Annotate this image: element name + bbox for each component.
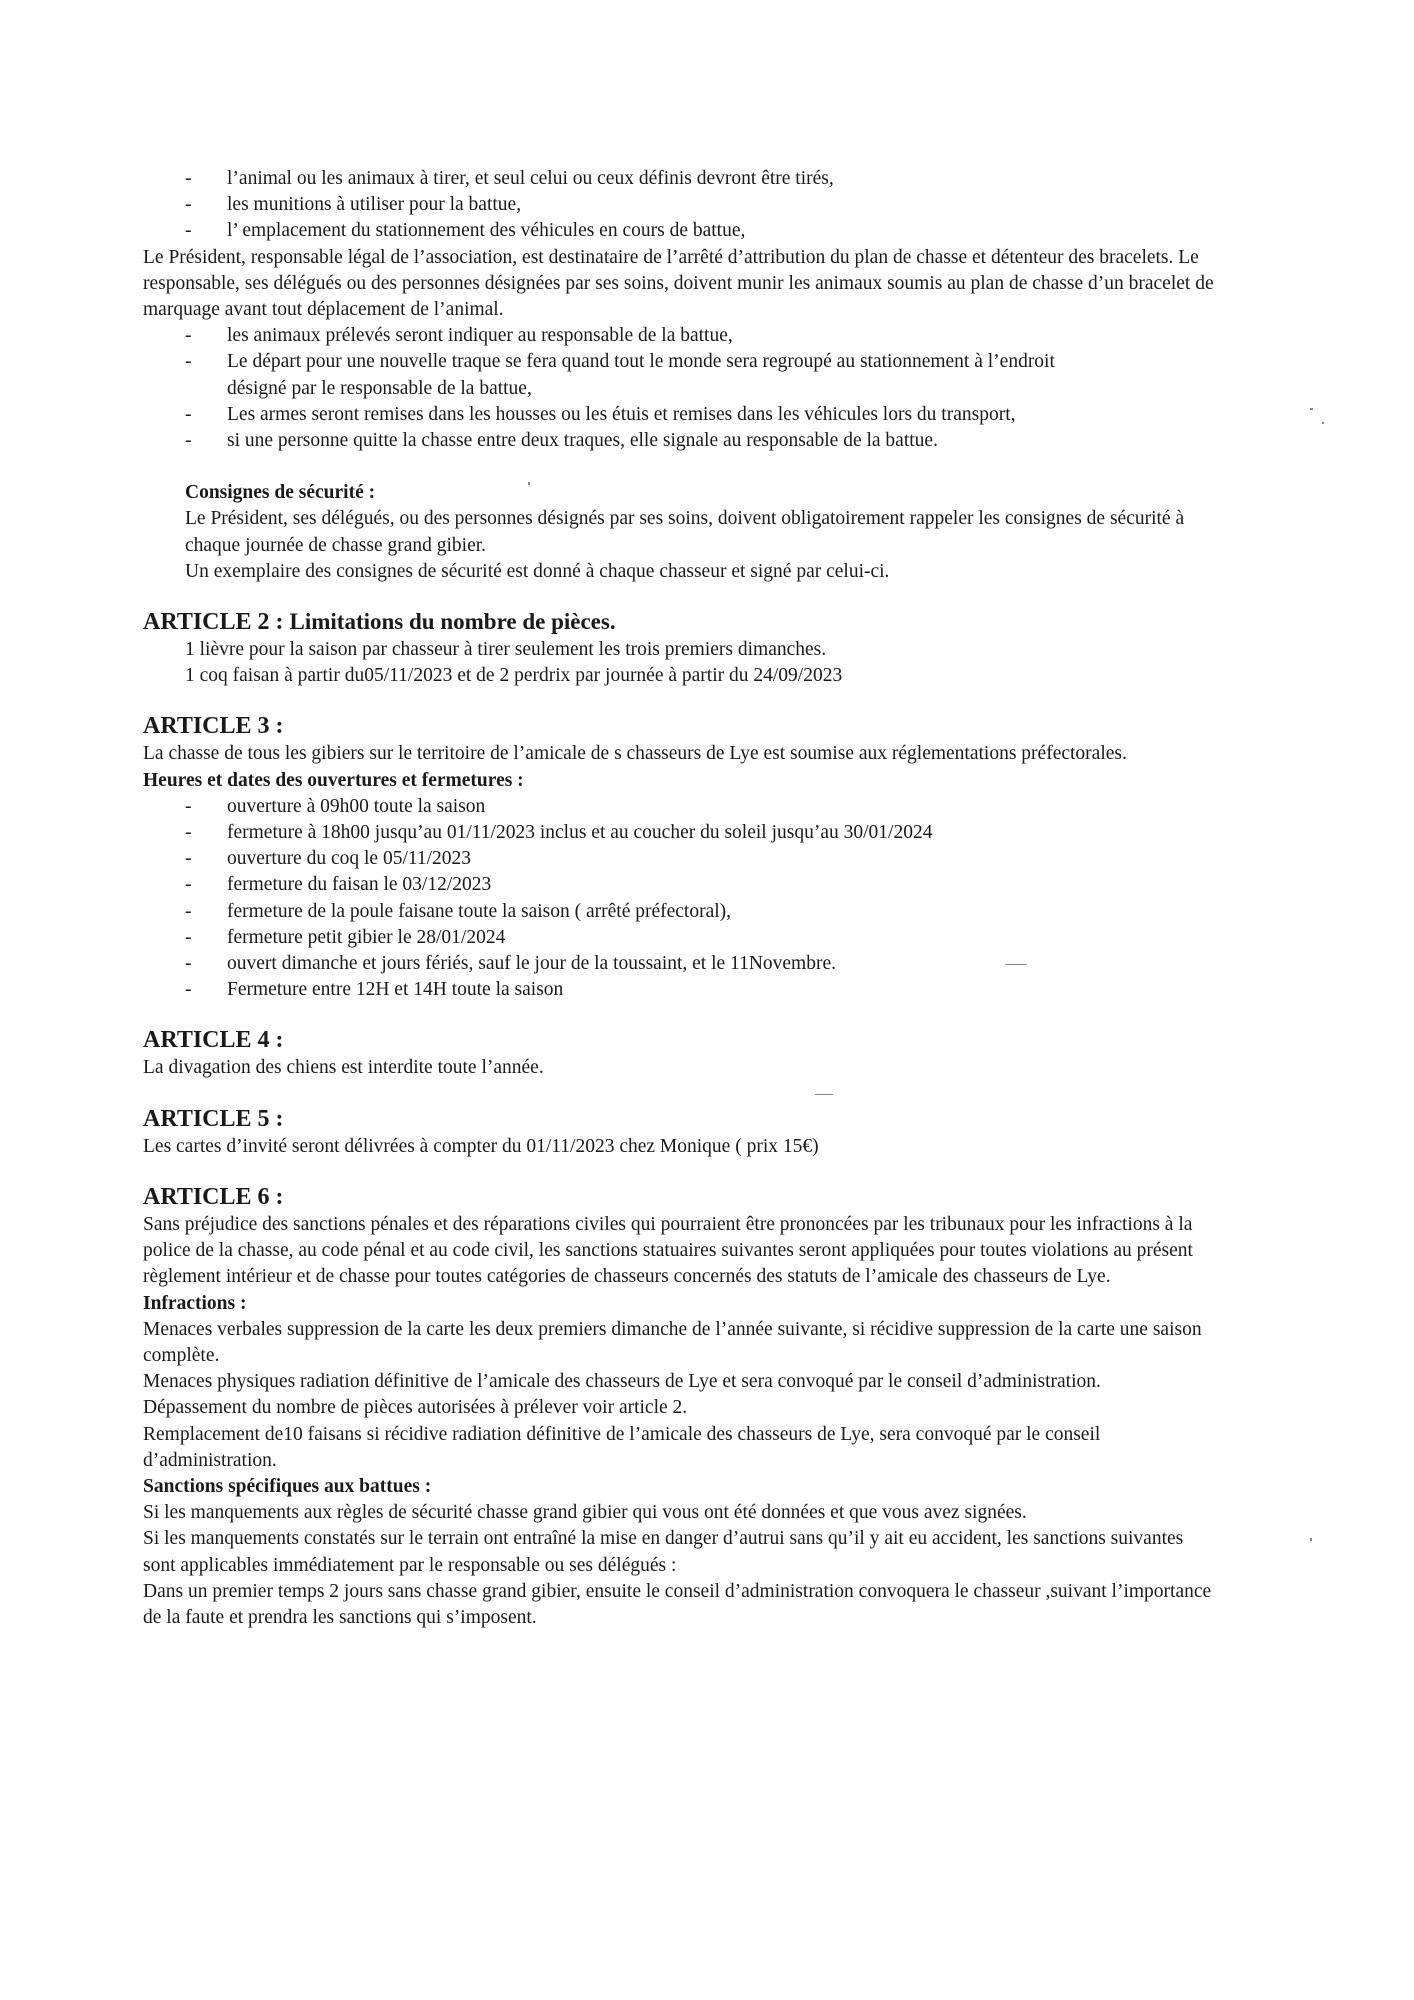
scan-artifact: [1322, 422, 1324, 424]
hours-dates-list: [143, 794, 1218, 1004]
security-heading: Consignes de sécurité :: [185, 482, 376, 504]
document-body: [143, 166, 1218, 1631]
article-2: [143, 607, 1218, 689]
list-item: - fermeture du faisan le 03/12/2023: [185, 872, 1218, 898]
list-item: - fermeture de la poule faisane toute la saison ( arrêté préfectoral),: [185, 899, 1218, 925]
article-3: [143, 711, 1218, 1003]
infraction-item: Menaces physiques radiation définitive de l’amicale des chasseurs de Lye et sera convoqué par le conseil d’administration.: [143, 1371, 1101, 1393]
list-item: - ouvert dimanche et jours fériés, sauf le jour de la toussaint, et le 11Novembre.: [185, 951, 1218, 977]
list-item: - si une personne quitte la chasse entre deux traques, elle signale au responsable de la battue.: [185, 428, 1218, 454]
infractions-heading: Infractions :: [143, 1292, 247, 1314]
list-item: - les munitions à utiliser pour la battue,: [185, 192, 1218, 218]
list-item: - fermeture petit gibier le 28/01/2024: [185, 925, 1218, 951]
list-item: - ouverture à 09h00 toute la saison: [185, 794, 1218, 820]
list-item: - ouverture du coq le 05/11/2023: [185, 846, 1218, 872]
article-text: La divagation des chiens est interdite toute l’année.: [143, 1057, 544, 1079]
hours-dates-heading: Heures et dates des ouvertures et fermetures :: [143, 769, 524, 791]
security-line: Un exemplaire des consignes de sécurité est donné à chaque chasseur et signé par celui-ci.: [185, 560, 890, 582]
sanctions-heading: Sanctions spécifiques aux battues :: [143, 1475, 432, 1497]
scan-artifact: [1310, 408, 1313, 410]
article-6: [143, 1182, 1218, 1631]
intro-bullet-list: [143, 166, 1218, 245]
infraction-item: Menaces verbales suppression de la carte les deux premiers dimanche de l’année suivante, si récidive suppression de la carte une saison complète.: [143, 1318, 1202, 1366]
limitation-line: 1 lièvre pour la saison par chasseur à tirer seulement les trois premiers dimanches.: [185, 639, 827, 661]
article-text: Les cartes d’invité seront délivrées à compter du 01/11/2023 chez Monique ( prix 15€): [143, 1135, 819, 1157]
article-intro: Sans préjudice des sanctions pénales et des réparations civiles qui pourraient être prononcées par les tribunaux pour les infractions à la police de la chasse, au code pénal et au code civil, les sanctions statuaires suivantes seront appliquées pour toutes violations au présent règlement intérieur et de chasse pour toutes catégories de chasseurs concernés des statuts de l’amicale des chasseurs de Lye.: [143, 1213, 1193, 1288]
list-item: - Le départ pour une nouvelle traque se fera quand tout le monde sera regroupé au stationnement à l’endroit désigné par le responsable de la battue,: [185, 349, 1218, 401]
president-paragraph: Le Président, responsable légal de l’association, est destinataire de l’arrêté d’attribution du plan de chasse et détenteur des bracelets. Le responsable, ses délégués ou des personnes désignées par ses soins, doivent munir les animaux soumis au plan de chasse d’un bracelet de marquage avant tout déplacement de l’animal.: [143, 246, 1214, 321]
article-heading: ARTICLE 3 :: [143, 713, 284, 740]
article-heading: ARTICLE 4 :: [143, 1027, 284, 1054]
article-5: [143, 1104, 1218, 1160]
article-4: [143, 1025, 1218, 1081]
list-item: - l’animal ou les animaux à tirer, et seul celui ou ceux définis devront être tirés,: [185, 166, 1218, 192]
security-section: [185, 480, 1218, 585]
scan-artifact: [1005, 964, 1027, 965]
list-item: - Fermeture entre 12H et 14H toute la saison: [185, 977, 1218, 1003]
article-title-text: Limitations du nombre de pièces.: [289, 609, 616, 635]
sanction-item: Dans un premier temps 2 jours sans chasse grand gibier, ensuite le conseil d’administration convoquera le chasseur ,suivant l’importance de la faute et prendra les sanctions qui s’imposent.: [143, 1580, 1212, 1628]
scan-artifact: [815, 1094, 833, 1095]
sanction-item: Si les manquements aux règles de sécurité chasse grand gibier qui vous ont été données et que vous avez signées.: [143, 1502, 1027, 1524]
list-item: - les animaux prélevés seront indiquer au responsable de la battue,: [185, 323, 1218, 349]
list-item: - fermeture à 18h00 jusqu’au 01/11/2023 inclus et au coucher du soleil jusqu’au 30/01/2024: [185, 820, 1218, 846]
article-label: ARTICLE 2 :: [143, 609, 284, 636]
sanction-item: Si les manquements constatés sur le terrain ont entraîné la mise en danger d’autrui sans qu’il y ait eu accident, les sanctions suivantes sont applicables immédiatement par le responsable ou ses délégués :: [143, 1528, 1184, 1576]
list-item: - l’ emplacement du stationnement des véhicules en cours de battue,: [185, 218, 1218, 244]
scan-artifact: [528, 482, 530, 485]
infraction-item: Remplacement de10 faisans si récidive radiation définitive de l’amicale des chasseurs de Lye, sera convoqué par le conseil d’administration.: [143, 1423, 1101, 1471]
battue-bullet-list: [143, 323, 1218, 454]
infraction-item: Dépassement du nombre de pièces autorisées à prélever voir article 2.: [143, 1397, 688, 1419]
security-line: Le Président, ses délégués, ou des personnes désignés par ses soins, doivent obligatoirement rappeler les consignes de sécurité à chaque journée de chasse grand gibier.: [185, 508, 1185, 556]
article-heading: [143, 607, 1218, 637]
scan-artifact: [1310, 1538, 1312, 1541]
article-text: La chasse de tous les gibiers sur le territoire de l’amicale de s chasseurs de Lye est soumise aux réglementations préfectorales.: [143, 743, 1127, 765]
limitation-line: 1 coq faisan à partir du05/11/2023 et de 2 perdrix par journée à partir du 24/09/2023: [185, 665, 843, 687]
list-item: - Les armes seront remises dans les housses ou les étuis et remises dans les véhicules lors du transport,: [185, 402, 1218, 428]
article-heading: ARTICLE 6 :: [143, 1183, 284, 1210]
article-heading: ARTICLE 5 :: [143, 1105, 284, 1132]
